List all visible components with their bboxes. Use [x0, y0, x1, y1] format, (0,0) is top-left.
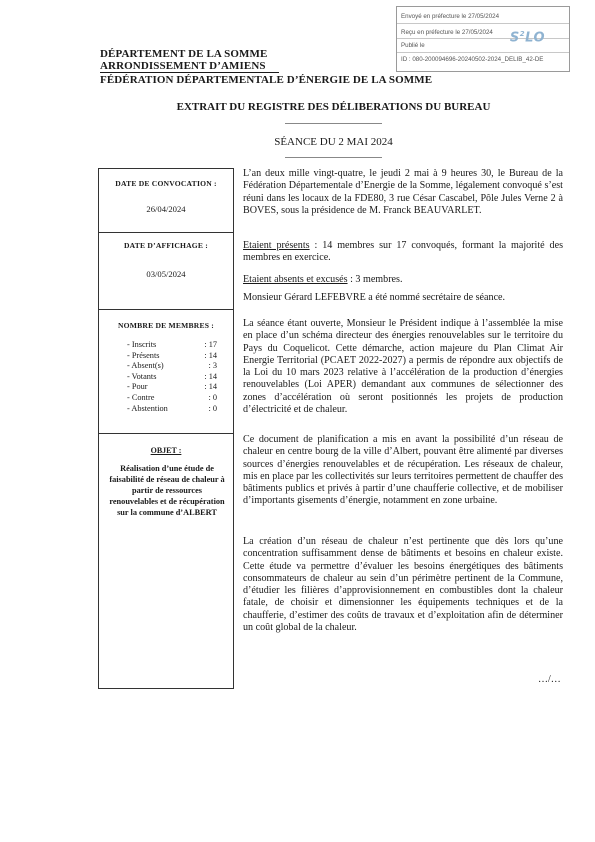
- membres-row-presents: [127, 351, 217, 362]
- prefecture-stamp: [396, 6, 570, 72]
- membres-row-value: : 14: [204, 371, 217, 381]
- membres-row-label: - Votants: [127, 371, 157, 381]
- seance-date: SÉANCE DU 2 MAI 2024: [274, 136, 393, 148]
- affichage-date: 03/05/2024: [146, 269, 186, 279]
- seance-divider: [285, 157, 382, 158]
- membres-row-inscrits: [127, 340, 217, 351]
- membres-row-contre: [127, 393, 217, 404]
- objet-box: [98, 433, 234, 689]
- membres-row-label: - Contre: [127, 392, 155, 402]
- paragraph-presents: [243, 240, 563, 265]
- membres-row-value: : 14: [204, 350, 217, 360]
- header-department: DÉPARTEMENT DE LA SOMME: [100, 48, 268, 60]
- convocation-label: DATE DE CONVOCATION :: [115, 179, 217, 188]
- affichage-label: DATE D’AFFICHAGE :: [123, 241, 209, 250]
- membres-row-pour: [127, 382, 217, 393]
- header-arrondissement: ARRONDISSEMENT D’AMIENS: [100, 60, 266, 72]
- paragraph-absents: [243, 274, 563, 286]
- membres-row-label: - Absent(s): [127, 361, 164, 371]
- paragraph-secretary: Monsieur Gérard LEFEBVRE a été nommé secrétaire de séance.: [243, 292, 506, 303]
- affichage-box: [98, 232, 234, 311]
- absents-label: Etaient absents et excusés: [243, 274, 348, 285]
- stamp-divider: [397, 52, 569, 53]
- membres-row-value: : 17: [204, 340, 217, 349]
- stamp-divider: [397, 23, 569, 24]
- title-divider: [285, 123, 382, 124]
- s2lo-logo: $S^2LO$: [509, 30, 545, 46]
- objet-text: Réalisation d’une étude de faisabilité de réseau de chaleur à partir de ressources renouvelables et de récupération sur la commune d’ALBERT: [109, 464, 225, 517]
- membres-row-value: : 0: [208, 392, 217, 402]
- paragraph-opening: L’an deux mille vingt-quatre, le jeudi 2 mai à 9 heures 30, le Bureau de la Fédération Départementale d’Energie de la Somme, légalement convoqué s’est réuni dans les locaux de la FDE80, 3 rue César Cascabel, Pôle Jules Verne 2 à BOVES, sous la présidence de M. Franck BEAUVARLET.: [243, 168, 563, 216]
- membres-row-votants: [127, 372, 217, 383]
- objet-label: OBJET :: [150, 446, 182, 455]
- convocation-box: [98, 168, 234, 234]
- document-title: EXTRAIT DU REGISTRE DES DÉLIBERATIONS DU BUREAU: [176, 101, 491, 113]
- stamp-published: Publié le: [401, 42, 425, 49]
- membres-box: [98, 309, 234, 435]
- membres-list: [127, 340, 217, 414]
- membres-row-label: - Pour: [127, 382, 148, 392]
- membres-row-value: : 0: [208, 403, 217, 413]
- presents-text: : 14 membres sur 17 convoqués, formant la majorité des membres en exercice.: [243, 240, 563, 264]
- continued-marker: …/…: [538, 674, 561, 685]
- stamp-id: ID : 080-200094696-20240502-2024_DELIB_42-DE: [401, 56, 544, 63]
- membres-row-label: - Présents: [127, 350, 160, 360]
- membres-row-absents: [127, 361, 217, 372]
- stamp-sent: Envoyé en préfecture le 27/05/2024: [401, 13, 500, 20]
- membres-row-abstention: [127, 404, 217, 415]
- convocation-date: 26/04/2024: [146, 204, 186, 214]
- stamp-received: Reçu en préfecture le 27/05/2024: [401, 29, 493, 36]
- membres-row-label: - Inscrits: [127, 340, 157, 349]
- absents-text: : 3 membres.: [347, 274, 403, 285]
- membres-label: NOMBRE DE MEMBRES :: [118, 321, 214, 330]
- header-federation: FÉDÉRATION DÉPARTEMENTALE D’ÉNERGIE DE LA SOMME: [100, 74, 433, 86]
- membres-row-value: : 3: [208, 361, 217, 371]
- membres-row-value: : 14: [204, 382, 217, 392]
- presents-label: Etaient présents: [243, 240, 310, 251]
- paragraph-planification: Ce document de planification a mis en avant la possibilité d’un réseau de chaleur en centre bourg de la ville d’Albert, pouvant être alimenté par diverses sources d’énergies renouvelables et de récupération. Les réseaux de chaleur, mis en place par les collectivités sur leurs territoires permettent de chauffer des bâtiments publics et privés à partir d’une chaufferie collective, et de mobiliser d’importants gisements d’énergie, notamment en zone urbaine.: [243, 434, 563, 507]
- header-divider: [100, 72, 279, 73]
- paragraph-creation: La création d’un réseau de chaleur n’est pertinente que dès lors qu’une concentration suffisamment dense de bâtiments et besoins en chaleur existe. Cette étude va permettre d’évaluer les besoins énergétiques des bâtiments consommateurs de chaleur au sein d’un périmètre pertinent de la Commune, d’étudier les filières d’approvisionnement en combustibles dont la chaleur fatale, de choisir et dimensionner les équipements techniques et de la chaufferie, d’estimer des coûts de travaux et d’exploitation afin de déterminer un coût global de la chaleur.: [243, 536, 563, 634]
- membres-row-label: - Abstention: [127, 403, 168, 413]
- paragraph-schema: La séance étant ouverte, Monsieur le Président indique à l’assemblée la mise en place d’un schéma directeur des énergies renouvelables sur le territoire du Pays du Coquelicot. Cette démarche, action majeure du Plan Climat Air Energie Territorial (PCAET 2022-2027) a permis de répondre aux objectifs de la Loi du 10 mars 2023 relative à l’accélération de la production d’énergies renouvelables (Loi APER) demandant aux communes de sélectionner des zones d’accélération où seront positionnés les projets de production d’électricité et de chaleur.: [243, 318, 563, 416]
